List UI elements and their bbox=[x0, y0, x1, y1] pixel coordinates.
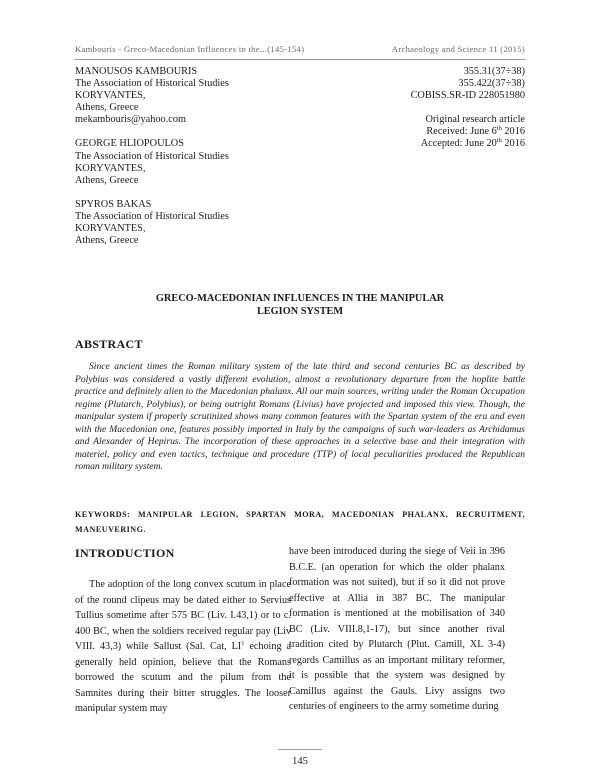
author-affiliation: The Association of Historical Studies bbox=[75, 210, 229, 222]
running-header-left: Kambouris - Greco-Macedonian Influences in the...(145-154) bbox=[75, 44, 305, 54]
received-date: Received: June 6th 2016 bbox=[426, 125, 525, 138]
abstract-heading: ABSTRACT bbox=[75, 337, 143, 351]
author-list bbox=[75, 66, 335, 259]
running-header bbox=[75, 44, 525, 54]
author-name: SPYROS BAKAS bbox=[75, 198, 152, 210]
spacer bbox=[411, 102, 525, 114]
author-block bbox=[75, 199, 335, 247]
footer-divider bbox=[278, 749, 322, 750]
udc-code: 355.31(37÷38) bbox=[463, 66, 525, 77]
author-location: Athens, Greece bbox=[75, 235, 139, 247]
keywords: KEYWORDS: MANIPULAR LEGION, SPARTAN MORA, MACEDONIAN PHALANX, RECRUITMENT, MANEUVERING. bbox=[75, 510, 525, 535]
paper-title: GRECO-MACEDONIAN INFLUENCES IN THE MANIPULAR LEGION SYSTEM bbox=[155, 293, 445, 317]
author-affiliation: The Association of Historical Studies bbox=[75, 78, 229, 90]
author-name: MANOUSOS KAMBOURIS bbox=[75, 66, 198, 77]
running-header-right: Archaeology and Science 11 (2015) bbox=[391, 44, 525, 54]
author-email[interactable]: mekambouris@yahoo.com bbox=[75, 114, 186, 126]
article-type: Original research article bbox=[425, 114, 525, 126]
author-affiliation: KORYVANTES, bbox=[75, 162, 146, 174]
body-column-left: The adoption of the long convex scutum in place of the round clipeus may be dated either to Servius Tullius sometime after 575 BC (Liv. I.43,1) or to c. 400 BC, when the soldiers received regular pay (Liv VIII. 43,3) while Sallust (Sal. Cat, $LI^1$ echoing a generally held opinion, believe that the Romans borrowed the scutum and the pilum from the Samnites during their bitter struggles. The looser manipular system may bbox=[75, 579, 291, 714]
author-block bbox=[75, 138, 335, 186]
accepted-date: Accepted: June 20th 2016 bbox=[420, 137, 525, 150]
author-affiliation: KORYVANTES, bbox=[75, 223, 146, 235]
abstract-text: Since ancient times the Roman military system of the late third and second centuries BC as described by Polybius was considered a vastly different evolution, almost a revolutionary departure from the hoplite battle practice and definitely alien to the Macedonian phalanx. All our main sources, writing under the Roman Occupation regime (Plutarch, Polybius), or being outright Romans (Livius) have projected and imposed this view. Though, the manipular system if properly scrutinized shows many common features with the Spartan system of the era and even with the Macedonian one, features possibly imported in Italy by the campaigns of such war-leaders as Archidamus and Alexander of Hepirus. The incorporation of these approaches in a selective base and their integration with materiel, policy and even tactics, technique and procedure (TTP) of local peculiarities produced the Republican roman military system. bbox=[75, 361, 525, 472]
author-location: Athens, Greece bbox=[75, 174, 139, 186]
author-block bbox=[75, 66, 335, 126]
udc-code: 355.422(37÷38) bbox=[458, 78, 525, 90]
introduction-heading: INTRODUCTION bbox=[75, 546, 175, 560]
author-name: GEORGE HLIOPOULOS bbox=[75, 138, 184, 150]
author-location: Athens, Greece bbox=[75, 102, 139, 114]
page-number: 145 bbox=[292, 756, 308, 767]
header-divider bbox=[75, 59, 525, 60]
author-affiliation: KORYVANTES, bbox=[75, 90, 146, 102]
body-column-right: have been introduced during the siege of Veii in 396 B.C.E. (an operation for which the older phalanx formation was not suited), but if so it did not prove effective at Allia in 387 BC. The manipular formation is mentioned at the mobilisation of 340 BC (Liv. VIII.8,1-17), but since another rival tradition cited by Plutarch (Plut. Camill, XL 3-4) regards Camillus as an important military reformer, it is possible that the system was designed by Camillus against the Gauls. Livy assigns two centuries of engineers to the army sometime during bbox=[289, 546, 505, 712]
cobiss-id: COBISS.SR-ID 228051980 bbox=[410, 90, 525, 102]
article-metadata bbox=[411, 66, 525, 151]
author-affiliation: The Association of Historical Studies bbox=[75, 150, 229, 162]
footnote-marker[interactable]: 1 bbox=[241, 640, 245, 647]
